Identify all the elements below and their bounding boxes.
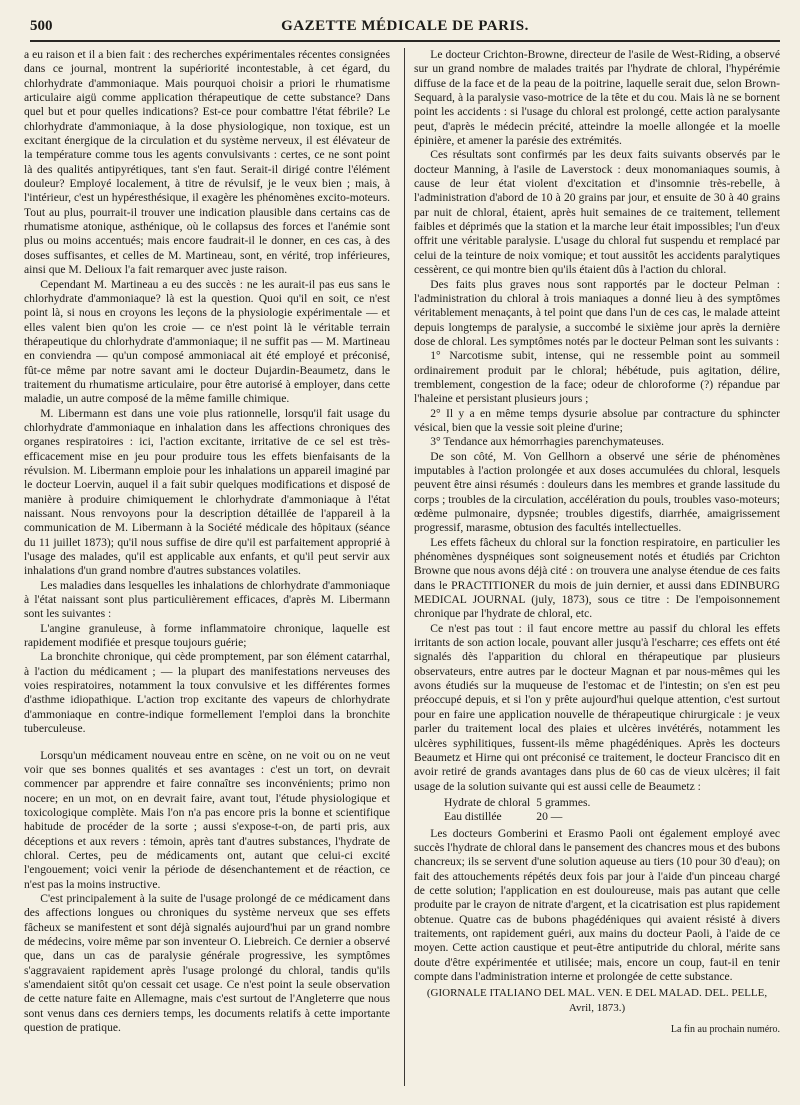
paragraph: Cependant M. Martineau a eu des succès : ne les aurait-il pas eus sans le chlorhydrate d'ammoniaque? là est la question. Quoi qu'il en soit, ce n'est point là, si nous en croyons les leçons de la physiologie expérimentale — et elles valent bien qu'on les croie — ce n'est point là le véritable terrain thérapeutique du chlorhydrate d'ammoniaque; il ne suffit pas — M. Martineau en conviendra — qu'un composé ammoniacal ait été employé et préconisé, fût-ce même par notre savant ami le docteur Dujardin-Beaumetz, dans le traitement du rhumatisme articulaire, pour être autorisé à employer, dans cette maladie, un autre composé de la même famille chimique. (24, 277, 390, 406)
recipe-row (444, 796, 596, 810)
running-title: GAZETTE MÉDICALE DE PARIS. (281, 18, 529, 34)
citation-date: Avril, 1873.) (568, 1001, 626, 1014)
recipe-table (444, 796, 596, 825)
paragraph: Le docteur Crichton-Browne, directeur de l'asile de West-Riding, a observé sur un grand nombre de malades traités par l'hydrate de chloral, l'hypérémie diffuse de la face et de la peau de la poitrine, laquelle serait due, selon Brown-Sequard, à la paralysie vaso-motrice de la tête et du cou. Mais là ne se bornent point les accidents : si l'usage du chloral est prolongé, cette action paralysante peut, d'après le médecin précité, atteindre la moelle allongée et la moelle épinière, et amener la parésie des extrémités. (414, 48, 780, 148)
paragraph: L'angine granuleuse, à forme inflammatoire chronique, laquelle est rapidement modifiée et presque toujours guérie; (24, 621, 390, 650)
paragraph: La bronchite chronique, qui cède promptement, par son élément catarrhal, à l'action du médicament ; — la plupart des manifestations nerveuses des voies respiratoires, notamment la toux convulsive et les différentes formes d'asthme idiopathique. L'action trop excitante des vapeurs de chlorhydrate d'ammoniaque en contre-indique formellement l'emploi dans la bronchite tuberculeuse. (24, 650, 390, 736)
paragraph: Les effets fâcheux du chloral sur la fonction respiratoire, en particulier les phénomènes dyspnéiques sont soigneusement notés et étudiés par Crichton Browne que nous avons déjà cité : on trouvera une analyse étendue de ces faits dans le PRACTITIONER du mois de juin dernier, et aussi dans EDINBURG MEDICAL JOURNAL (july, 1873), sous ce titre : De l'empoisonnement chronique par l'hydrate de chloral, etc. (414, 535, 780, 621)
paragraph: Les maladies dans lesquelles les inhalations de chlorhydrate d'ammoniaque à l'état naissant sont plus particulièrement efficaces, d'après M. Libermann sont les suivantes : (24, 578, 390, 621)
page-number: 500 (30, 18, 53, 34)
page-header (30, 18, 780, 42)
recipe-quantity: 5 grammes. (536, 795, 591, 809)
paragraph: M. Libermann est dans une voie plus rationnelle, lorsqu'il fait usage du chlorhydrate d'ammoniaque en inhalation dans les affections chroniques des organes respiratoires : ici, l'action excitante, irritative de ce sel est très-efficacement mise en jeu pour produire tous les effets bienfaisants de la révulsion. M. Libermann emploie pour les inhalations un appareil imaginé par le docteur Loervin, auquel il a fait subir quelques modifications et disposé de manière à produire chimiquement le chlorhydrate d'ammoniaque à l'état naissant. Nous renvoyons pour la description détaillée de l'appareil à la communication de M. Libermann à la Société médicale des hôpitaux (séance du 11 juillet 1873); qu'il nous suffise de dire qu'il est parfaitement approprié à l'usage des malades, qu'il est applicable aux enfants, et qu'il peut servir aux inhalations d'un grand nombre d'autres substances volatiles. (24, 406, 390, 578)
source-citation: (GIORNALE ITALIANO DEL MAL. VEN. E DEL MALAD. DEL. PELLE, (426, 987, 768, 1000)
list-item: 3° Tendance aux hémorrhagies parenchymateuses. (430, 435, 665, 449)
recipe-ingredient: Eau distillée (444, 810, 502, 824)
recipe-ingredient: Hydrate de chloral (444, 795, 531, 809)
recipe-quantity: 20 — (536, 810, 563, 824)
paragraph: Ces résultats sont confirmés par les deux faits suivants observés par le docteur Manning, à l'asile de Laverstock : deux monomaniaques soumis, à cause de leur état violent d'excitation et d'insomnie très-rebelle, à l'administration d'abord de 10 à 20 grains par jour, et ensuite de 30 à 40 grains par nuit de chloral, étaient, après huit semaines de ce traitement, tellement faibles et déprimés que la station et la marche leur était impossibles; l'un d'eux offrit une véritable paralysie. L'usage du chloral fut suspendu et remplacé par celui de la teinture de noix vomique; et tout aussitôt les accidents paralytiques cessèrent, ce qui montre bien qu'ils étaient dûs à l'action du chloral. (414, 148, 780, 277)
left-column (24, 48, 390, 1035)
recipe-row (444, 810, 596, 824)
list-item: 2° Il y a en même temps dysurie absolue par contracture du sphincter vésical, bien que la vessie soit pleine d'urine; (414, 406, 780, 434)
paragraph: De son côté, M. Von Gellhorn a observé une série de phénomènes imputables à l'action prolongée et aux doses accumulées du chloral, lesquels peuvent être ainsi résumés : douleurs dans les membres et grande lassitude du corps ; troubles de la circulation, accélération du pouls, troubles vaso-moteurs; œdème pulmonaire, dypsnée; troubles digestifs, diarrhée, amaigrissement progressif, marasme, obtusion des facultés intellectuelles. (414, 449, 780, 535)
list-item: 1° Narcotisme subit, intense, qui ne ressemble point au sommeil ordinairement produit par le chloral; hébétude, puis agitation, délire, tremblement, congestion de la face; odeur de chloroforme (?) répandue par l'haleine et persistant plusieurs jours ; (414, 349, 780, 406)
continued-note: La fin au prochain numéro. (670, 1024, 780, 1036)
paragraph: C'est principalement à la suite de l'usage prolongé de ce médicament dans des affections longues ou chroniques du système nerveux que ses effets fâcheux se manifestent et sont déjà signalés aujourd'hui par un grand nombre de médecins, voire même par son inventeur O. Liebreich. Ce dernier a observé que, dans un cas de paralysie générale progressive, les symptômes s'aggravaient rapidement après l'usage prolongé du chloral, tandis qu'ils s'amendaient sitôt qu'on cessait cet usage. Ce n'est point la seule observation de cette nature faite en Allemagne, mais c'est surtout de l'Angleterre que nous sont venus dans ces derniers temps, les documents relatifs à cette importante question de pratique. (24, 891, 390, 1035)
paragraph: Ce n'est pas tout : il faut encore mettre au passif du chloral les effets irritants de son action locale, pouvant aller jusqu'à l'escharre; ces effets ont été signalés dès l'apparition du chloral en thérapeutique par plusieurs observateurs, entre autres par le docteur Magnan et par nous-mêmes qui les avons étudiés sur la muqueuse de l'estomac et de l'intestin; on s'en est peu préoccupé depuis, et si l'on y prête aujourd'hui quelque attention, c'est surtout pour en faire une application nouvelle de thérapeutique chirurgicale : je veux parler du traitement local des plaies et ulcères invétérés, notamment les ulcères syphilitiques, fussent-ils même phagédéniques. Après les docteurs Beaumetz et Hirne qui ont préconisé ce traitement, le docteur Francisco dit en avoir retiré de grands avantages dans plus de 60 cas de vieux ulcères; il fait usage de la solution suivante qui est aussi celle de Beaumetz : (414, 621, 780, 793)
right-column (414, 48, 780, 1037)
paragraph: Lorsqu'un médicament nouveau entre en scène, on ne voit ou on ne veut voir que ses bonnes qualités et ses avantages : c'est un tort, on devrait commencer par apprendre et faire connaître ses inconvénients; primo non nocere; en un mot, on en devrait faire, avant tout, l'étude physiologique et toxicologique complète. Mais l'on n'a pas encore pris la bonne et scientifique habitude de procéder de la sorte ; aussi s'expose-t-on, de parti pris, aux déceptions et aux revers : témoin, après tant d'autres substances, l'hydrate de chloral. Certes, peu de médicaments ont, autant que celui-ci excité l'engouement; voici venir la période de désenchantement et de réaction, ce n'est pas la moins instructive. (24, 748, 390, 891)
paragraph: Les docteurs Gomberini et Erasmo Paoli ont également employé avec succès l'hydrate de chloral dans le pansement des chancres mous et des bubons chancreux; ils se servent d'une solution aqueuse au tiers (10 pour 30 d'eau); on fait des attouchements répétés deux fois par jour à l'aide d'un pinceau chargé de cette solution; l'application en est douloureuse, mais pas autant que celle produite par le crayon de nitrate d'argent, et la cicatrisation est plus rapidement obtenue. Quatre cas de bubons phagédéniques qui avaient résisté à divers traitements, ont rapidement guéri, aux mains du docteur Paoli, à l'aide de ce moyen. Cette action caustique et peut-être antiputride du chloral, mérite sans doute d'être expérimentée et utilisée; mais, encore un coup, faut-il en tenir compte dans l'administration interne et prolongée de cette substance. (414, 826, 780, 983)
paragraph: a eu raison et il a bien fait : des recherches expérimentales récentes consignées dans ce journal, montrent la supériorité incontestable, à cet égard, du chlorhydrate d'ammoniaque. Mais pourquoi choisir a priori le rhumatisme articulaire aigü comme application thérapeutique de cette substance? Dans quel but et pour quelles indications? Est-ce pour combattre l'état fébrile? Le chlorhydrate d'ammoniaque, à la dose physiologique, non toxique, est un excitant énergique de la circulation et du système nerveux, il est élévateur de la température comme tous les agents convulsivants : certes, ce ne sont point là des qualités antipyrétiques, tant s'en faut. Serait-il dirigé contre l'élément douleur? Employé localement, à titre de révulsif, je le veux bien ; mais, à l'intérieur, c'est un hypéresthésique, il exagère les phénomènes excito-moteurs. Tout au plus, pourrait-il trouver une indication plausible dans certains cas de rhumatisme atonique, asthénique, où le collapsus des forces et l'anémie sont plus ou moins accentués; mais encore faudrait-il le donner, en ces cas, à des doses suffisantes, et celles de M. Martineau, sont, en vérité, trop inférieures, ainsi que M. Delioux l'a fait remarquer avec juste raison. (24, 48, 390, 277)
column-divider (404, 48, 405, 1086)
paragraph: Des faits plus graves nous sont rapportés par le docteur Pelman : l'administration du chloral à trois maniaques a donné lieu à des symptômes véritablement menaçants, à tel point que dans l'un de ces cas, le malade atteint depuis longtemps de paralysie, a succombé le sixième jour après la dernière dose de chloral. Les symptômes notés par le docteur Pelman sont les suivants : (414, 277, 780, 348)
